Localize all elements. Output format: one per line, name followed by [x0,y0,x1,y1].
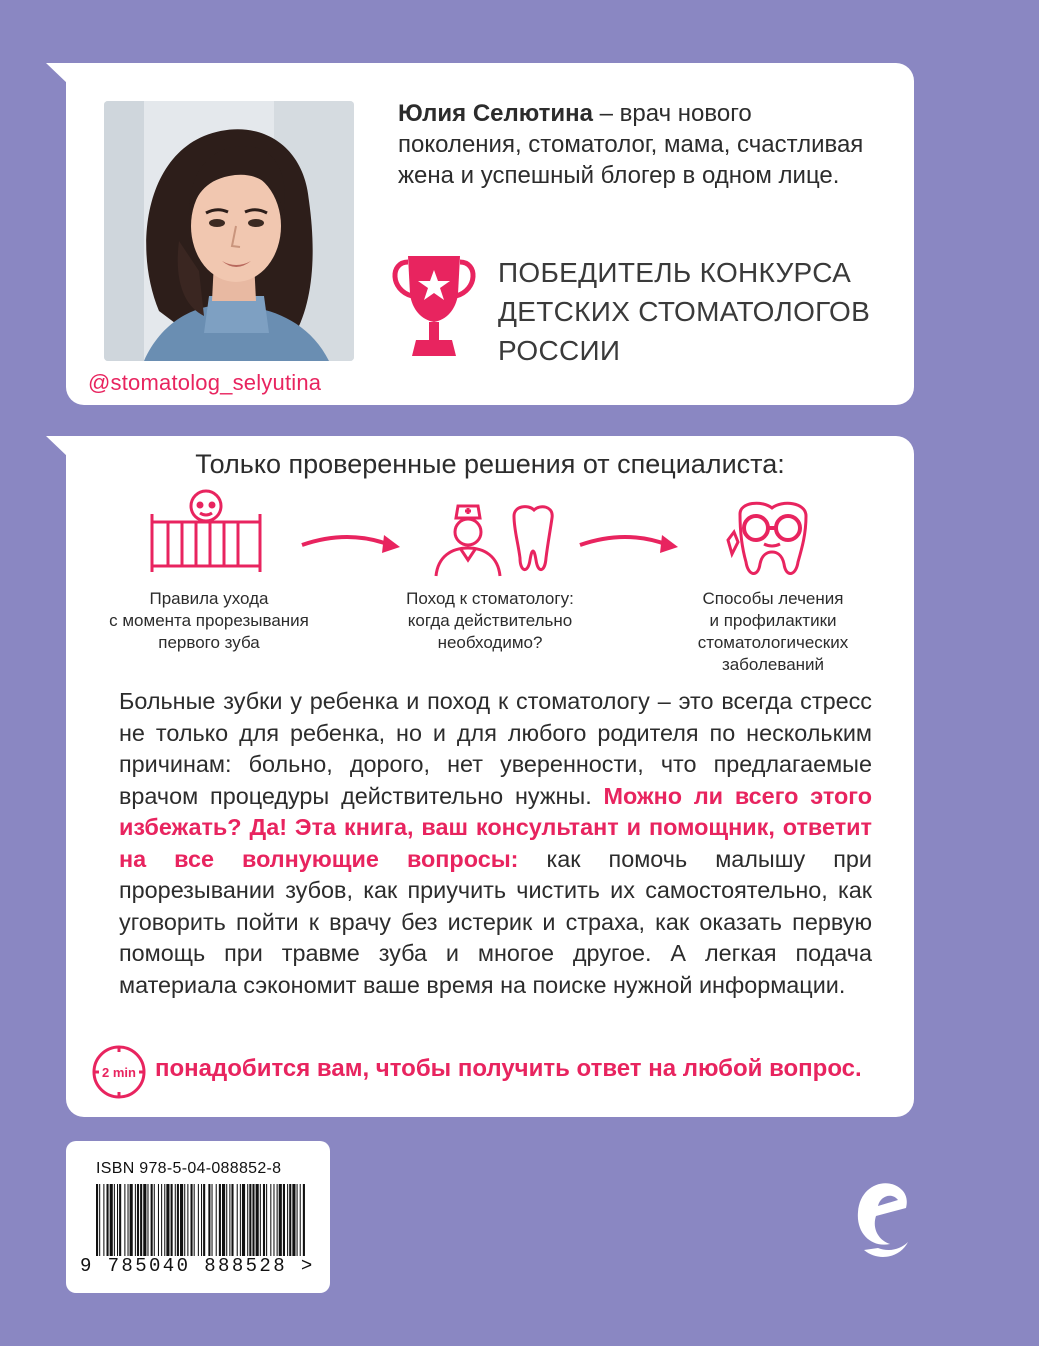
barcode-bar [249,1184,251,1256]
barcode-bar [143,1184,146,1256]
barcode-bar [256,1184,259,1256]
barcode-bar [219,1184,221,1256]
barcode-bar [171,1184,173,1256]
barcode-bar [229,1184,230,1256]
award-line: ПОБЕДИТЕЛЬ КОНКУРСА [498,257,852,288]
barcode-bar [158,1184,159,1256]
barcode-bar [130,1184,133,1256]
trophy-icon [386,248,482,368]
barcode-bar [203,1184,205,1256]
award-line: РОССИИ [498,335,621,366]
barcode-bar [289,1184,291,1256]
barcode-bar [247,1184,248,1256]
description-highlight: Можно ли всего этого избежать? Да! Эта книга, ваш консультант и помощник, ответит на все волнующие вопросы: [119,782,873,872]
step-caption-line: первого зуба [158,633,260,652]
barcode-bar [184,1184,185,1256]
barcode-bar [187,1184,188,1256]
step-caption-line: Способы лечения [702,589,844,608]
barcode-bar [240,1184,241,1256]
barcode-bar [128,1184,129,1256]
timer-icon [90,1043,148,1101]
barcode-bar [216,1184,217,1256]
barcode-bar [99,1184,100,1256]
solutions-heading: Только проверенные решения от специалиста: [195,449,785,479]
step-caption-line: заболеваний [721,655,825,674]
barcode-bar [208,1184,210,1256]
barcode-bar [140,1184,142,1256]
step-caption-line: Правила ухода [149,589,269,608]
barcode-bar [237,1184,238,1256]
barcode-bar [114,1184,115,1256]
description-rest: как помочь малышу при прорезывании зубов, как приучить чистить их самостоятельно, как уговорить пойти к врачу без истерик и страха, как оказать первую помощь при травме зуба и многое другое. А легкая подача материала сэкономит ваше время на поиске нужной информации. [119,845,872,998]
description-text [119,686,872,1001]
barcode-bar [194,1184,195,1256]
barcode-bar [191,1184,193,1256]
barcode-bar [147,1184,148,1256]
barcode-bar [270,1184,271,1256]
barcode-bar [303,1184,305,1256]
timer-text: понадобится вам, чтобы получить ответ на любой вопрос. [155,1055,862,1082]
author-bio [398,98,878,191]
step-caption [388,588,592,654]
crib-baby-icon [148,486,264,574]
barcode-bar [279,1184,282,1256]
barcode-bar [103,1184,104,1256]
barcode-bar [231,1184,233,1256]
barcode-bars [96,1184,306,1256]
barcode-bar [222,1184,225,1256]
barcode-bar [297,1184,298,1256]
barcode-bar [198,1184,199,1256]
timer-badge: 2 min [102,1065,136,1080]
barcode-bar [177,1184,179,1256]
barcode-bar [300,1184,301,1256]
barcode-bar [260,1184,261,1256]
barcode-bar [137,1184,139,1256]
step-caption [672,588,874,676]
barcode-bar [164,1184,165,1256]
arrow-right-icon [298,527,402,555]
barcode-bar [154,1184,155,1256]
author-bio-text: – врач нового поколения, стоматолог, мама, счастливая жена и успешный блогер в одном лице. [398,100,864,189]
barcode-bar [226,1184,227,1256]
award-title [498,253,898,370]
arrow-right-icon [576,527,680,555]
award-line: ДЕТСКИХ СТОМАТОЛОГОВ [498,296,871,327]
step-caption [98,588,320,654]
step-caption-line: стоматологических [697,633,849,652]
barcode-bar [201,1184,202,1256]
barcode-bar [151,1184,153,1256]
tooth-glasses-icon [722,498,822,582]
description-intro: Больные зубки у ребенка и поход к стоматологу – это всегда стресс не только для ребенка, но и для любого родителя по нескольким причинам: больно, дорого, нет уверенности, что предлагаемые врачом процедуры действительно нужны. [119,688,872,809]
barcode-bar [124,1184,125,1256]
step-caption-line: когда действительно [407,611,573,630]
instagram-handle: @stomatolog_selyutina [88,370,322,395]
step-caption-line: и профилактики [709,611,837,630]
barcode-bar [166,1184,169,1256]
barcode-bar [242,1184,245,1256]
barcode-bar [283,1184,285,1256]
barcode-bar [263,1184,265,1256]
author-photo [104,101,354,361]
barcode-bar [212,1184,213,1256]
dentist-tooth-icon [432,502,556,578]
author-name: Юлия Селютина [398,100,593,127]
barcode-bar [110,1184,113,1256]
isbn-label: ISBN 978-5-04-088852-8 [96,1160,282,1177]
barcode-bar [175,1184,176,1256]
barcode-bar [135,1184,136,1256]
barcode-bar [180,1184,183,1256]
barcode-bar [96,1184,98,1256]
barcode-bar [266,1184,267,1256]
barcode-bar [292,1184,295,1256]
barcode-bar [273,1184,274,1256]
barcode-bar [287,1184,288,1256]
barcode-bar [119,1184,121,1256]
barcode-bar [161,1184,162,1256]
step-caption-line: необходимо? [437,633,543,652]
publisher-logo-icon [848,1170,916,1270]
barcode-bar [117,1184,118,1256]
barcode-bar [107,1184,109,1256]
step-caption-line: с момента прорезывания [109,611,309,630]
barcode-bar [252,1184,254,1256]
barcode-digits: 9 785040 888528 > [80,1255,315,1277]
barcode-bar [277,1184,278,1256]
step-caption-line: Поход к стоматологу: [406,589,574,608]
